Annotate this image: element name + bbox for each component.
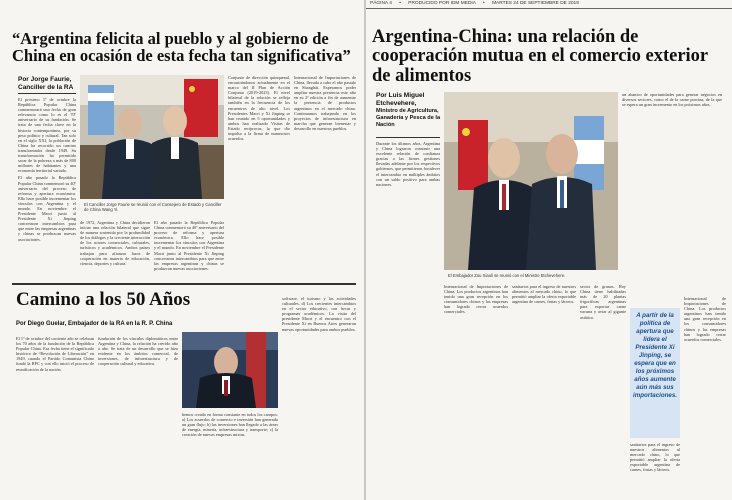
felicita-column-5: Internacional de Importaciones de China, llevada a cabo el año pasado en Shanghái. Esperamos poder ampliar nuestra presencia este año en su 2ª edición a fin de aumentar la presencia de productos argentinos en el mercado chino. Continuamos trabajando en los proyectos de infraestructura en marcha que generan bienestar y desarrollo en nuestros pueblos. <box>294 75 356 131</box>
photo-diego-guelar <box>182 332 278 408</box>
producer-label: PRODUCIDO POR IDM MEDIA <box>408 1 476 6</box>
camino-column-1: El 1º de octubre del corriente año se celebran los 70 años de la fundación de la República Popular China. Esa fecha tiene el significado histórico de “Revolución de Liberación” en 1949, cuando el Partido Comunista Chino fundó la RPC y con ello inició el proceso de reunificación de la nación. <box>16 336 94 372</box>
cooperacion-column-2: Internacional de Importaciones de China. Los productos argentinos han tenido una gran recepción en los consumidores chinos y las empresas han logrado cerrar acuerdos comerciales. <box>444 284 508 315</box>
camino-column-3: hemos creado en forma constante en todos los campos: a) Los acuerdos de comercio e inversión han generado un gran flujo; b) las inversiones han llegado a las áreas de energía, minería, infraestructura y transporte; c) la creación de nuevas empresas mixtas. <box>182 412 278 438</box>
cooperacion-column-1: Durante los últimos años, Argentina y China lograron construir una excelente relación de confianza gracias a las firmes gestiones llevadas adelante por los respectivos gobiernos, que permitieron fortalecer el intercambio en múltiples ámbitos con un saldo positivo para ambas naciones. <box>376 141 440 187</box>
cooperacion-column-4: sector de granos. Hoy China tiene habilitadas más de 20 plantas frigoríficas argentinas para exportar carne vacuna y aviar al gigante asiático. <box>580 284 626 320</box>
photo-faurie-wang-yi <box>80 75 224 199</box>
headline-camino: Camino a los 50 Años <box>16 289 191 310</box>
page-number: PÁGINA 4 <box>370 1 392 6</box>
photo-zou-xiaoli-etchevehere <box>444 92 618 270</box>
byline-rule-right <box>376 137 440 138</box>
byline-guelar: Por Diego Guelar, Embajador de la RA en la R. P. China <box>16 321 173 327</box>
felicita-column-1: El próximo 1º de octubre la República Popular China conmemorará una fecha de gran relevancia como lo es el 70º aniversario de su fundación. Se trata de una fecha clave en la historia contemporánea, por su peso político y cultural. Tan solo en el siglo XXI, la población de China ha recorrido un camino transformador desde 1949. Su transformación ha permitido sacar de la pobreza a más de 800 millones de habitantes y una economía territorial variada. El año pasado la República Popular China conmemoró su 40º aniversario del proceso de reforma y apertura económica. Ello hace posible incrementar los vínculos con Argentina y el mundo. En noviembre el Presidente Macri junto al Presidente Xi Jinping concretaron intercambios para que entre las empresas argentinas y chinas se produzcan nuevas asociaciones. <box>18 97 76 242</box>
cooperacion-column-3: sanitarios para el ingreso de nuestros alimentos al mercado chino, lo que permitió ampliar la oferta exportable argentina de carnes, frutas y lácteos. <box>512 284 576 305</box>
author-name: Por Luis Miguel Etchevehere, <box>376 92 425 108</box>
felicita-column-3b: El año pasado la República Popular China conmemoró su 40º aniversario del proceso de reforma y apertura económica. Ello hace posible incrementar los vínculos con Argentina y el mundo. En noviembre el Presidente Macri junto al Presidente Xi Jinping concretaron intercambios para que entre las empresas argentinas y chinas se produzcan nuevas asociaciones. <box>154 220 224 271</box>
camino-column-4: software, el turismo y las actividades culturales. d) Los crecientes intercambios en el sector educativo, con becas y programas académicos. La visita del presidente Macri y el encuentro con el Presidente Xi en Buenos Aires generaron nuevas oportunidades para ambos pueblos. <box>282 296 356 332</box>
page-header-bar: PÁGINA 4 • PRODUCIDO POR IDM MEDIA • MARTES 24 DE SEPTIEMBRE DE 2019 <box>366 0 732 9</box>
felicita-column-4: Conjunto de dirección quinquenal, encontrándonos actualmente en el marco del II Plan de Acción Conjunta (2019-2023). El nivel bilateral de la relación se refleja también en la frecuencia de los encuentros de alto nivel. Los Presidentes Macri y Xi Jinping se han reunido en 5 oportunidades y ambos han realizado Visitas de Estado recíprocas, lo que dio impulso a la firma de numerosos acuerdos. <box>228 75 290 142</box>
byline-rule <box>18 93 76 94</box>
camino-column-2: fundación de los vínculos diplomáticos entre Argentina y China, la relación ha crecido año a año. Se trata de un desarrollo que se hizo evidente en los ámbitos comercial, de inversiones, de infraestructura y de cooperación cultural y educativa. <box>98 336 178 367</box>
headline-argentina-felicita: “Argentina felicita al pueblo y al gobierno de China en ocasión de esta fecha tan significativa” <box>12 29 351 66</box>
headline-cooperacion: Argentina-China: una relación de cooperación mutua en el comercio exterior de alimentos <box>372 27 708 86</box>
section-divider <box>12 283 356 285</box>
felicita-column-3: de 1972, Argentina y China decidieron iniciar una relación bilateral que sigue de manera sostenida por la profundidad de los diálogos y la creciente interacción de los actores comerciales, culturales, turísticos y académicos. Ambos países trabajan para afianzar lazos de cooperación en materia de educación, ciencia, deportes y cultura. <box>80 220 150 266</box>
pull-quote: A partir de la política de apertura que lidera el Presidente Xi Jinping, se espera que en los próximos años aumente aún más sus importaciones. <box>630 308 680 438</box>
issue-date: MARTES 24 DE SEPTIEMBRE DE 2019 <box>492 1 579 6</box>
left-page <box>0 0 364 500</box>
author-role: Canciller de la RA <box>18 84 74 92</box>
author-name: Por Jorge Faurie, <box>18 76 72 83</box>
photo-caption-faurie: El Canciller Jorge Faurie se reunió con el Consejero de Estado y Canciller de China Wang Yi. <box>84 202 222 212</box>
cooperacion-column-6: Internacional de Importaciones de China. Los productos argentinos han tenido una gran recepción en los consumidores chinos y las empresas han logrado cerrar acuerdos comerciales. <box>684 296 726 342</box>
right-page <box>366 0 732 500</box>
photo-caption-etchevehere: El Embajador Zou Xiaoli se reunió con el Ministro Etchevehere. <box>448 273 566 278</box>
cooperacion-column-7: sanitarios para el ingreso de nuestros alimentos al mercado chino, lo que permitió ampliar la oferta exportable argentina de carnes, frutas y lácteos. <box>630 442 680 473</box>
author-role: Ministro de Agricultura, Ganadería y Pesca de la Nación <box>376 108 441 129</box>
cooperacion-column-5: un abanico de oportunidades para generar negocios en diversos sectores, como el de la carne porcina, de la que se espera un gran incremento en los próximos años. <box>622 92 722 108</box>
